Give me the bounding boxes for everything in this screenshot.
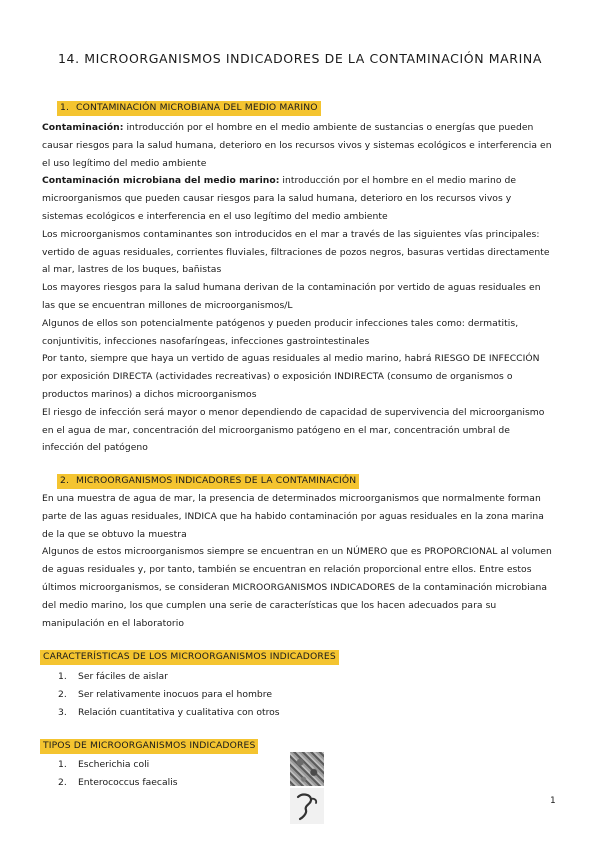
list-item: 1. Escherichia coli bbox=[58, 759, 150, 770]
paragraph-riesgo-infeccion: Por tanto, siempre que haya un vertido de aguas residuales al medio marino, habrá RIESGO DE INFECCIÓN por exposición DIRECTA (actividades recreativas) o exposición INDIRECTA (consumo de organismos o productos marinos) a dichos microorganismos bbox=[42, 353, 540, 400]
paragraph-proporcional: Algunos de estos microorganismos siempre se encuentran en un NÚMERO que es PROPORCIONAL al volumen de aguas residuales y, por tanto, también se encuentran en relación proporcional entre ellos. Entre estos últimos microorganismos, se consideran MICROORGANISMOS INDICADORES de la contaminación microbiana del medio marino, los que cumplen una serie de características que los hacen adecuados para su manipulación en el laboratorio bbox=[42, 546, 552, 629]
paragraph-muestra: En una muestra de agua de mar, la presencia de determinados microorganismos que normalmente forman parte de las aguas residuales, INDICA que ha habido contaminación por aguas residuales en la zona marina de la que se obtuvo la muestra bbox=[42, 493, 544, 540]
list-item: 3. Relación cuantitativa y cualitativa con otros bbox=[58, 707, 280, 718]
section-1-label: CONTAMINACIÓN MICROBIANA DEL MEDIO MARINO bbox=[76, 102, 318, 113]
paragraph-riesgos: Los mayores riesgos para la salud humana derivan de la contaminación por vertido de aguas residuales en las que se encuentran millones de microorganismos/L bbox=[42, 282, 541, 311]
list-item: 2. Enterococcus faecalis bbox=[58, 777, 178, 788]
characteristics-heading: CARACTERÍSTICAS DE LOS MICROORGANISMOS INDICADORES bbox=[40, 650, 339, 665]
bacteria-chain-icon bbox=[290, 788, 324, 824]
section-1-heading bbox=[57, 101, 321, 116]
term-contaminacion: Contaminación: bbox=[42, 122, 124, 133]
paragraph-contaminacion-microbiana bbox=[42, 172, 554, 225]
enterococcus-micrograph-image bbox=[290, 788, 324, 824]
ecoli-micrograph-image bbox=[290, 752, 324, 786]
section-1-body bbox=[42, 119, 554, 457]
section-2-body bbox=[42, 490, 554, 632]
types-heading: TIPOS DE MICROORGANISMOS INDICADORES bbox=[40, 739, 258, 754]
definition-contaminacion-microbiana: introducción por el hombre en el medio marino de microorganismos que pueden causar riesgos para la salud humana, deterioro en los recursos vivos y sistemas ecológicos e interferencia en el uso legítimo del medio ambiente bbox=[42, 175, 517, 222]
definition-contaminacion: introducción por el hombre en el medio ambiente de sustancias o energías que pueden causar riesgos para la salud humana, deterioro en los recursos vivos y sistemas ecológicos e interferencia en el uso legítimo del medio ambiente bbox=[42, 122, 552, 169]
section-1-number: 1. bbox=[60, 102, 70, 113]
paragraph-vias: Los microorganismos contaminantes son introducidos en el mar a través de las siguientes vías principales: vertido de aguas residuales, corrientes fluviales, filtraciones de pozos negros, basuras vertidas directamente al mar, lastres de los buques, bañistas bbox=[42, 228, 550, 276]
section-2-label: MICROORGANISMOS INDICADORES DE LA CONTAMINACIÓN bbox=[76, 475, 357, 486]
paragraph-supervivencia: El riesgo de infección será mayor o menor dependiendo de capacidad de supervivencia del microorganismo en el agua de mar, concentración del microorganismo patógeno en el mar, concentración umbral de infección del patógeno bbox=[42, 406, 545, 454]
page-number: 1 bbox=[550, 796, 556, 806]
page-title: 14. MICROORGANISMOS INDICADORES DE LA CONTAMINACIÓN MARINA bbox=[58, 51, 542, 66]
list-item: 1. Ser fáciles de aislar bbox=[58, 671, 168, 682]
section-2-heading bbox=[57, 474, 359, 489]
paragraph-patogenos: Algunos de ellos son potencialmente patógenos y pueden producir infecciones tales como: dermatitis, conjuntivitis, infecciones nasofaríngeas, infecciones gastrointestinales bbox=[42, 317, 519, 347]
section-2-number: 2. bbox=[60, 475, 70, 486]
characteristics-list bbox=[58, 668, 280, 722]
term-contaminacion-microbiana: Contaminación microbiana del medio marino: bbox=[42, 175, 280, 187]
types-list bbox=[58, 756, 177, 792]
paragraph-contaminacion bbox=[42, 119, 554, 172]
list-item: 2. Ser relativamente inocuos para el hombre bbox=[58, 689, 272, 700]
